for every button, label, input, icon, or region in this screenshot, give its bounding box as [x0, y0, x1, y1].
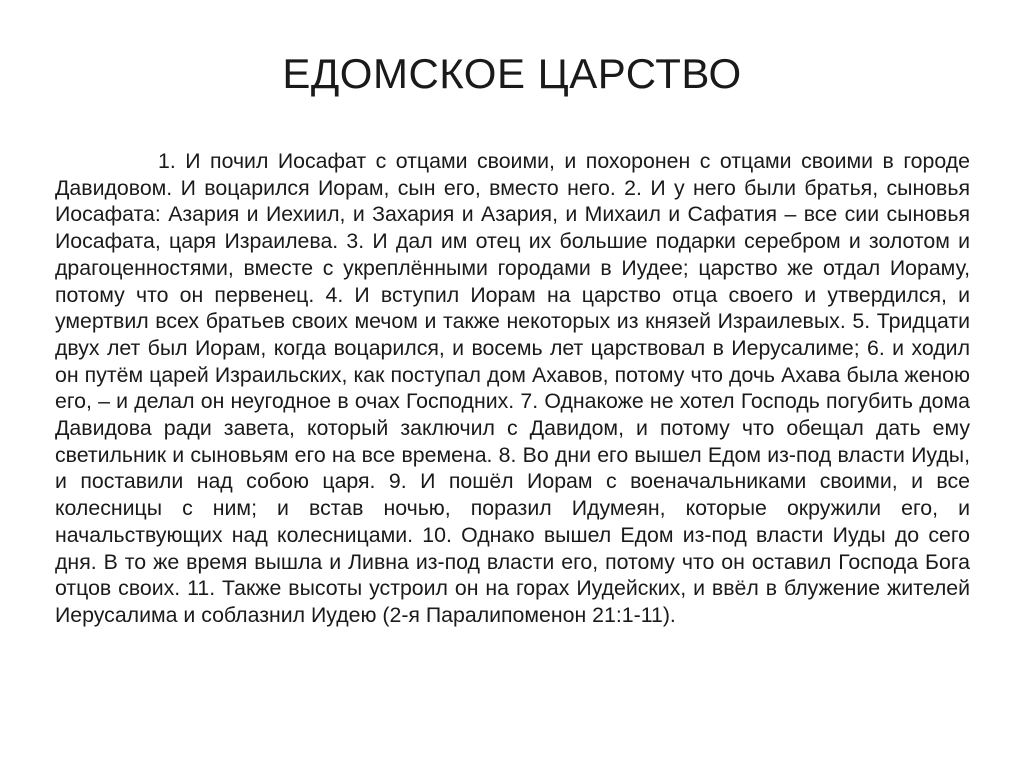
- slide-title: ЕДОМСКОЕ ЦАРСТВО: [282, 50, 742, 97]
- slide-body-text: 1. И почил Иосафат с отцами своими, и похоронен с отцами своими в городе Давидовом. И воцарился Иорам, сын его, вместо него. 2. И у него были братья, сыновья Иосафата: Азария и Иехиил, и Захария и Азария, и Михаил и Сафатия – все сии сыновья Иосафата, царя Израилева. 3. И дал им отец их большие подарки серебром и золотом и драгоценностями, вместе с укреплёнными городами в Иудее; царство же отдал Иораму, потому что он первенец. 4. И вступил Иорам на царство отца своего и утвердился, и умертвил всех братьев своих мечом и также некоторых из князей Израилевых. 5. Тридцати двух лет был Иорам, когда воцарился, и восемь лет царствовал в Иерусалиме; 6. и ходил он путём царей Израильских, как поступал дом Ахавов, потому что дочь Ахава была женою его, – и делал он неугодное в очах Господних. 7. Однакоже не хотел Господь погубить дома Давидова ради завета, который заключил с Давидом, и потому что обещал дать ему светильник и сыновьям его на все времена. 8. Во дни его вышел Едом из-под власти Иуды, и поставили над собою царя. 9. И пошёл Иорам с военачальниками своими, и все колесницы с ним; и встав ночью, поразил Идумеян, которые окружили его, и начальствующих над колесницами. 10. Однако вышел Едом из-под власти Иуды до сего дня. В то же время вышла и Ливна из-под власти его, потому что он оставил Господа Бога отцов своих. 11. Также высоты устроил он на горах Иудейских, и ввёл в блужение жителей Иерусалима и соблазнил Иудею (2-я Паралипоменон 21:1-11).: [55, 149, 970, 627]
